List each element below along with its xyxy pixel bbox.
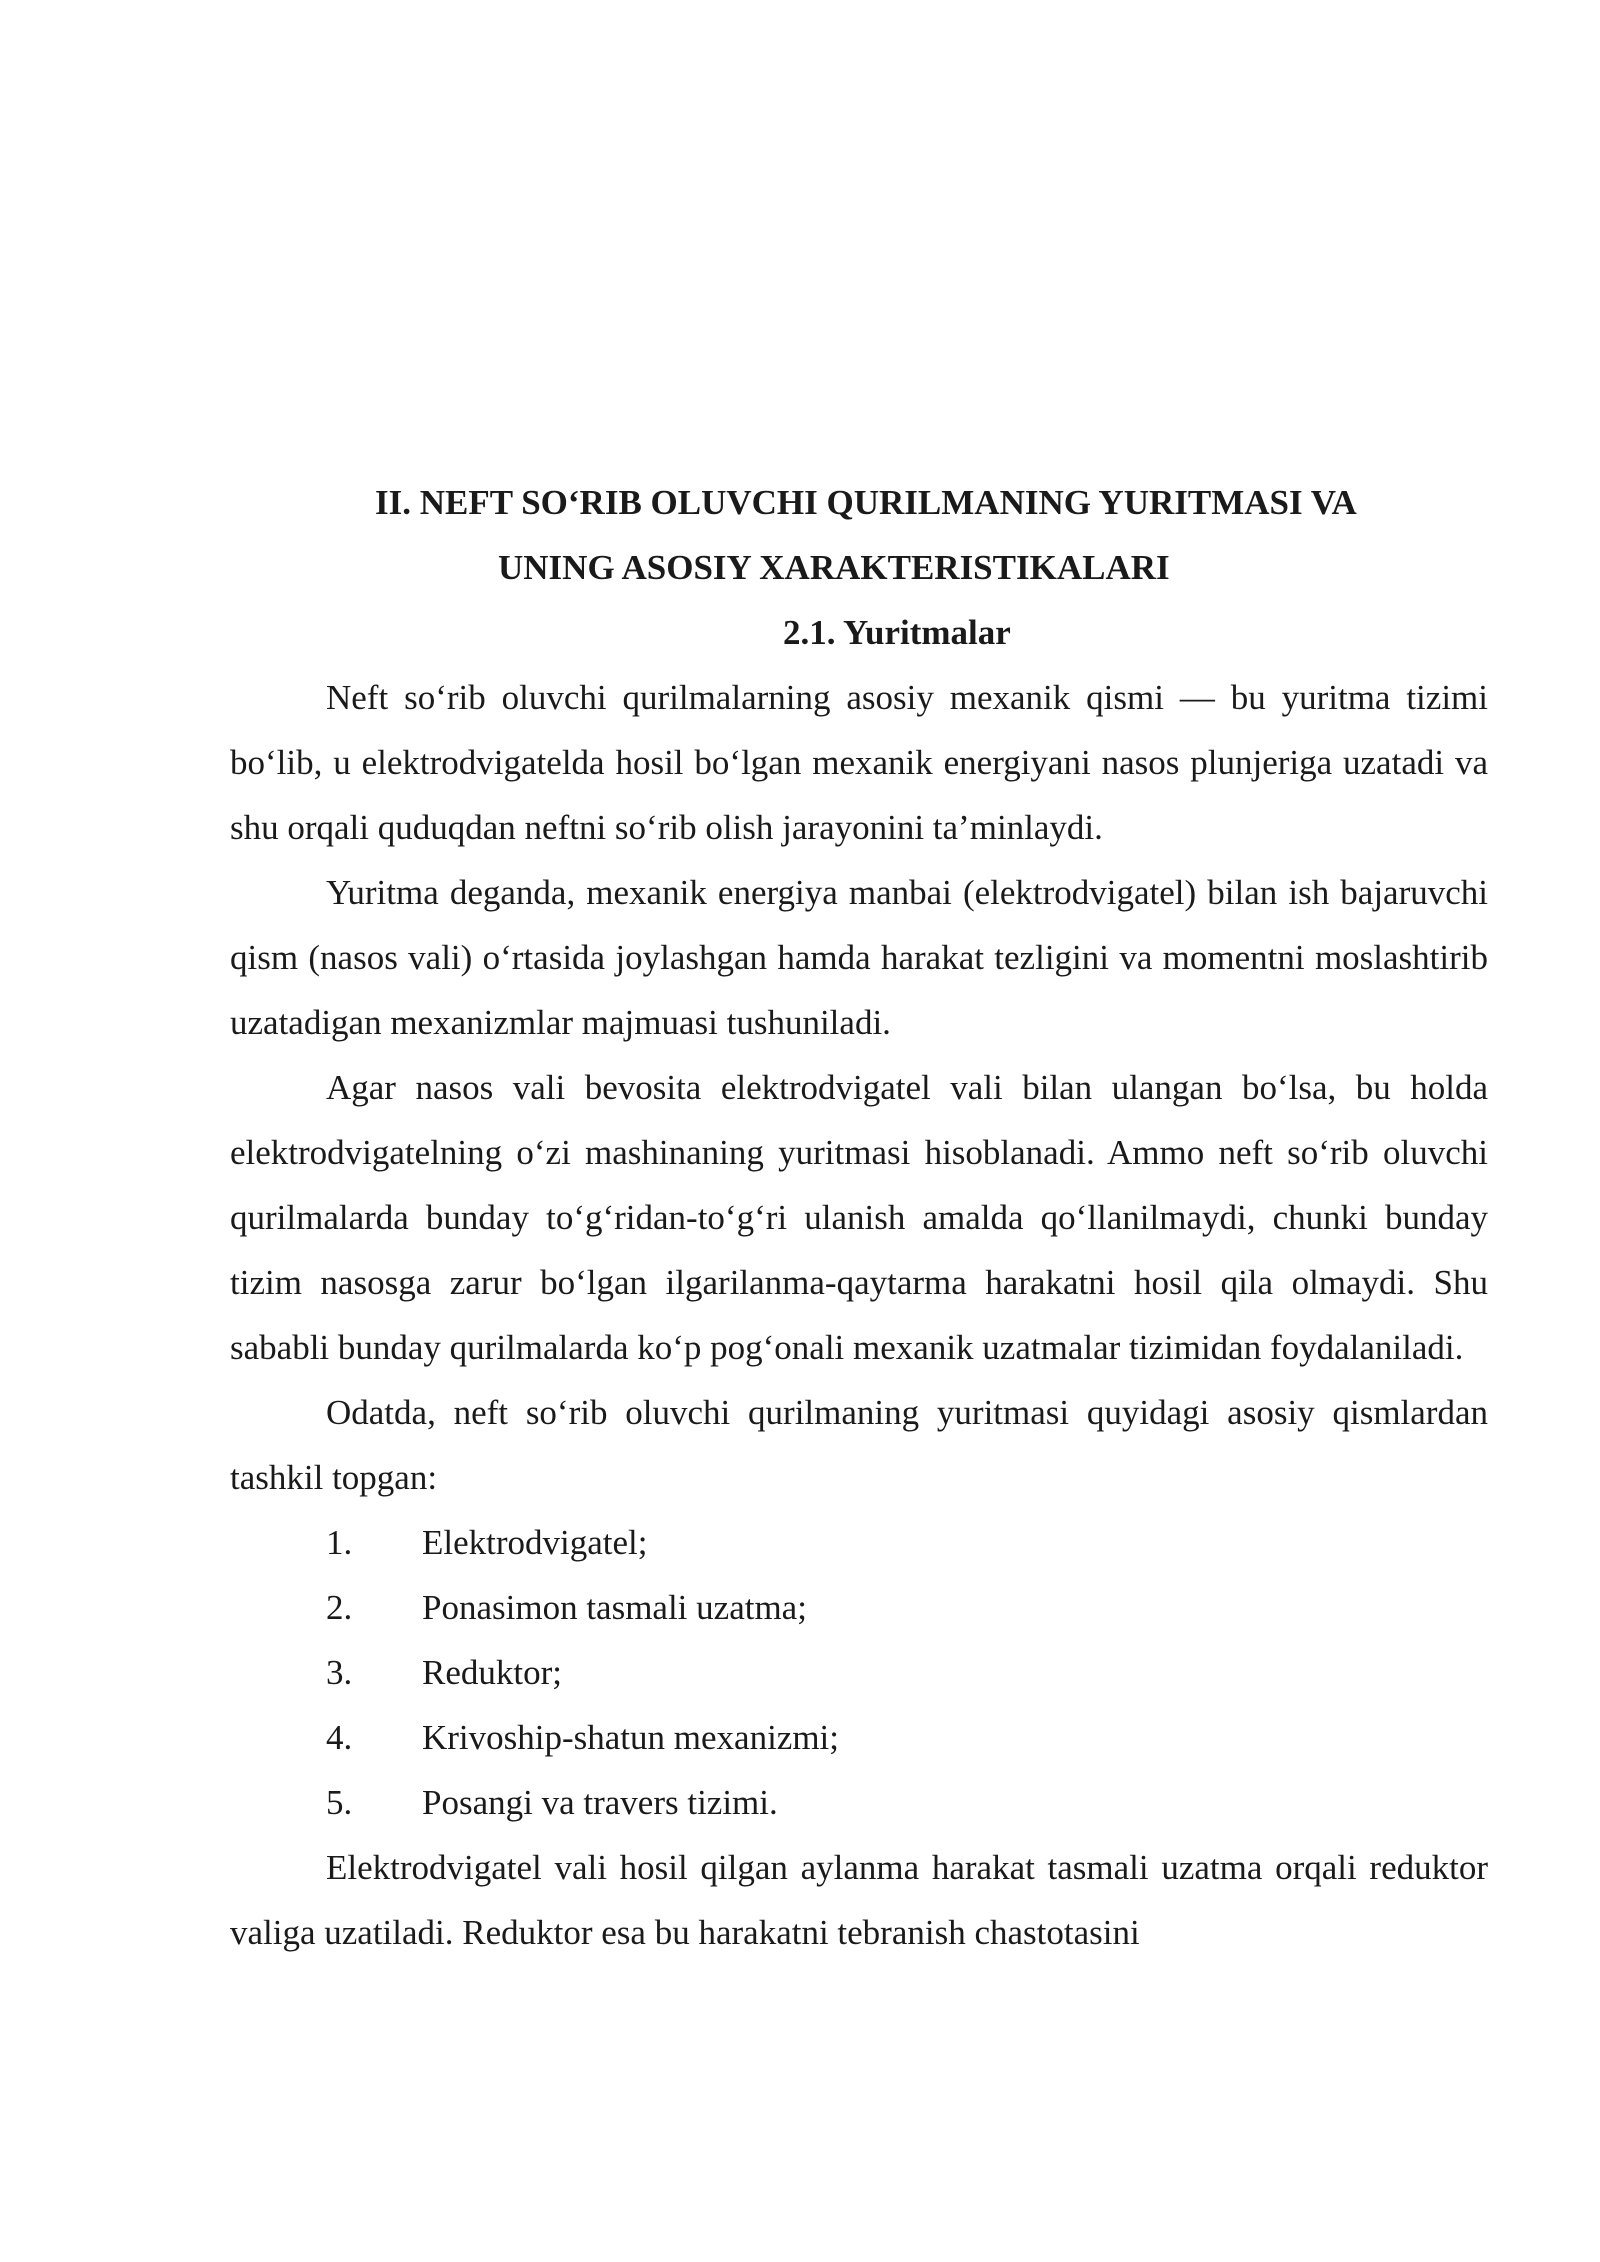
- list-item-text: Ponasimon tasmali uzatma;: [422, 1588, 807, 1627]
- list-item-text: Posangi va travers tizimi.: [422, 1783, 778, 1822]
- list-item-number: 2.: [326, 1588, 353, 1627]
- list-item-text: Elektrodvigatel;: [422, 1523, 648, 1562]
- list-item: [230, 1705, 1488, 1770]
- paragraph-5: Elektrodvigatel vali hosil qilgan aylanma harakat tasmali uzatma orqali reduktor valiga uzatiladi. Reduktor esa bu harakatni tebranish chastotasini: [230, 1848, 1488, 1952]
- paragraph-4: Odatda, neft so‘rib oluvchi qurilmaning yuritmasi quyidagi asosiy qismlardan tashkil topgan:: [230, 1393, 1488, 1497]
- list-item-number: 3.: [326, 1653, 353, 1692]
- list-item-number: 5.: [326, 1783, 353, 1822]
- list-item-number: 1.: [326, 1523, 353, 1562]
- paragraph-2: Yuritma deganda, mexanik energiya manbai (elektrodvigatel) bilan ish bajaruvchi qism (nasos vali) o‘rtasida joylashgan hamda harakat tezligini va momentni moslashtirib uzatadigan mexanizmlar majmuasi tushuniladi.: [230, 873, 1488, 1042]
- list-item: [230, 1640, 1488, 1705]
- paragraph-1: Neft so‘rib oluvchi qurilmalarning asosiy mexanik qismi — bu yuritma tizimi bo‘lib, u elektrodvigatelda hosil bo‘lgan mexanik energiyani nasos plunjeriga uzatadi va shu orqali quduqdan neftni so‘rib olish jarayonini ta’minlaydi.: [230, 678, 1488, 847]
- list-item: [230, 1510, 1488, 1575]
- list-item: [230, 1575, 1488, 1640]
- list-item-text: Krivoship-shatun mexanizmi;: [422, 1718, 840, 1757]
- list-item: [230, 1770, 1488, 1835]
- paragraph-3: Agar nasos vali bevosita elektrodvigatel vali bilan ulangan bo‘lsa, bu holda elektrodvigatelning o‘zi mashinaning yuritmasi hisoblanadi. Ammo neft so‘rib oluvchi qurilmalarda bunday to‘g‘ridan-to‘g‘ri ulanish amalda qo‘llanilmaydi, chunki bunday tizim nasosga zarur bo‘lgan ilgarilanma-qaytarma harakatni hosil qila olmaydi. Shu sababli bunday qurilmalarda ko‘p pog‘onali mexanik uzatmalar tizimidan foydalaniladi.: [230, 1068, 1488, 1367]
- chapter-title-line2: UNING ASOSIY XARAKTERISTIKALARI: [498, 548, 1170, 587]
- document-page: [230, 470, 1488, 1965]
- section-title: 2.1. Yuritmalar: [783, 613, 1011, 652]
- components-list: [230, 1510, 1488, 1835]
- chapter-title-line1: II. NEFT SO‘RIB OLUVCHI QURILMANING YURITMASI VA: [375, 483, 1357, 522]
- list-item-number: 4.: [326, 1718, 353, 1757]
- list-item-text: Reduktor;: [422, 1653, 562, 1692]
